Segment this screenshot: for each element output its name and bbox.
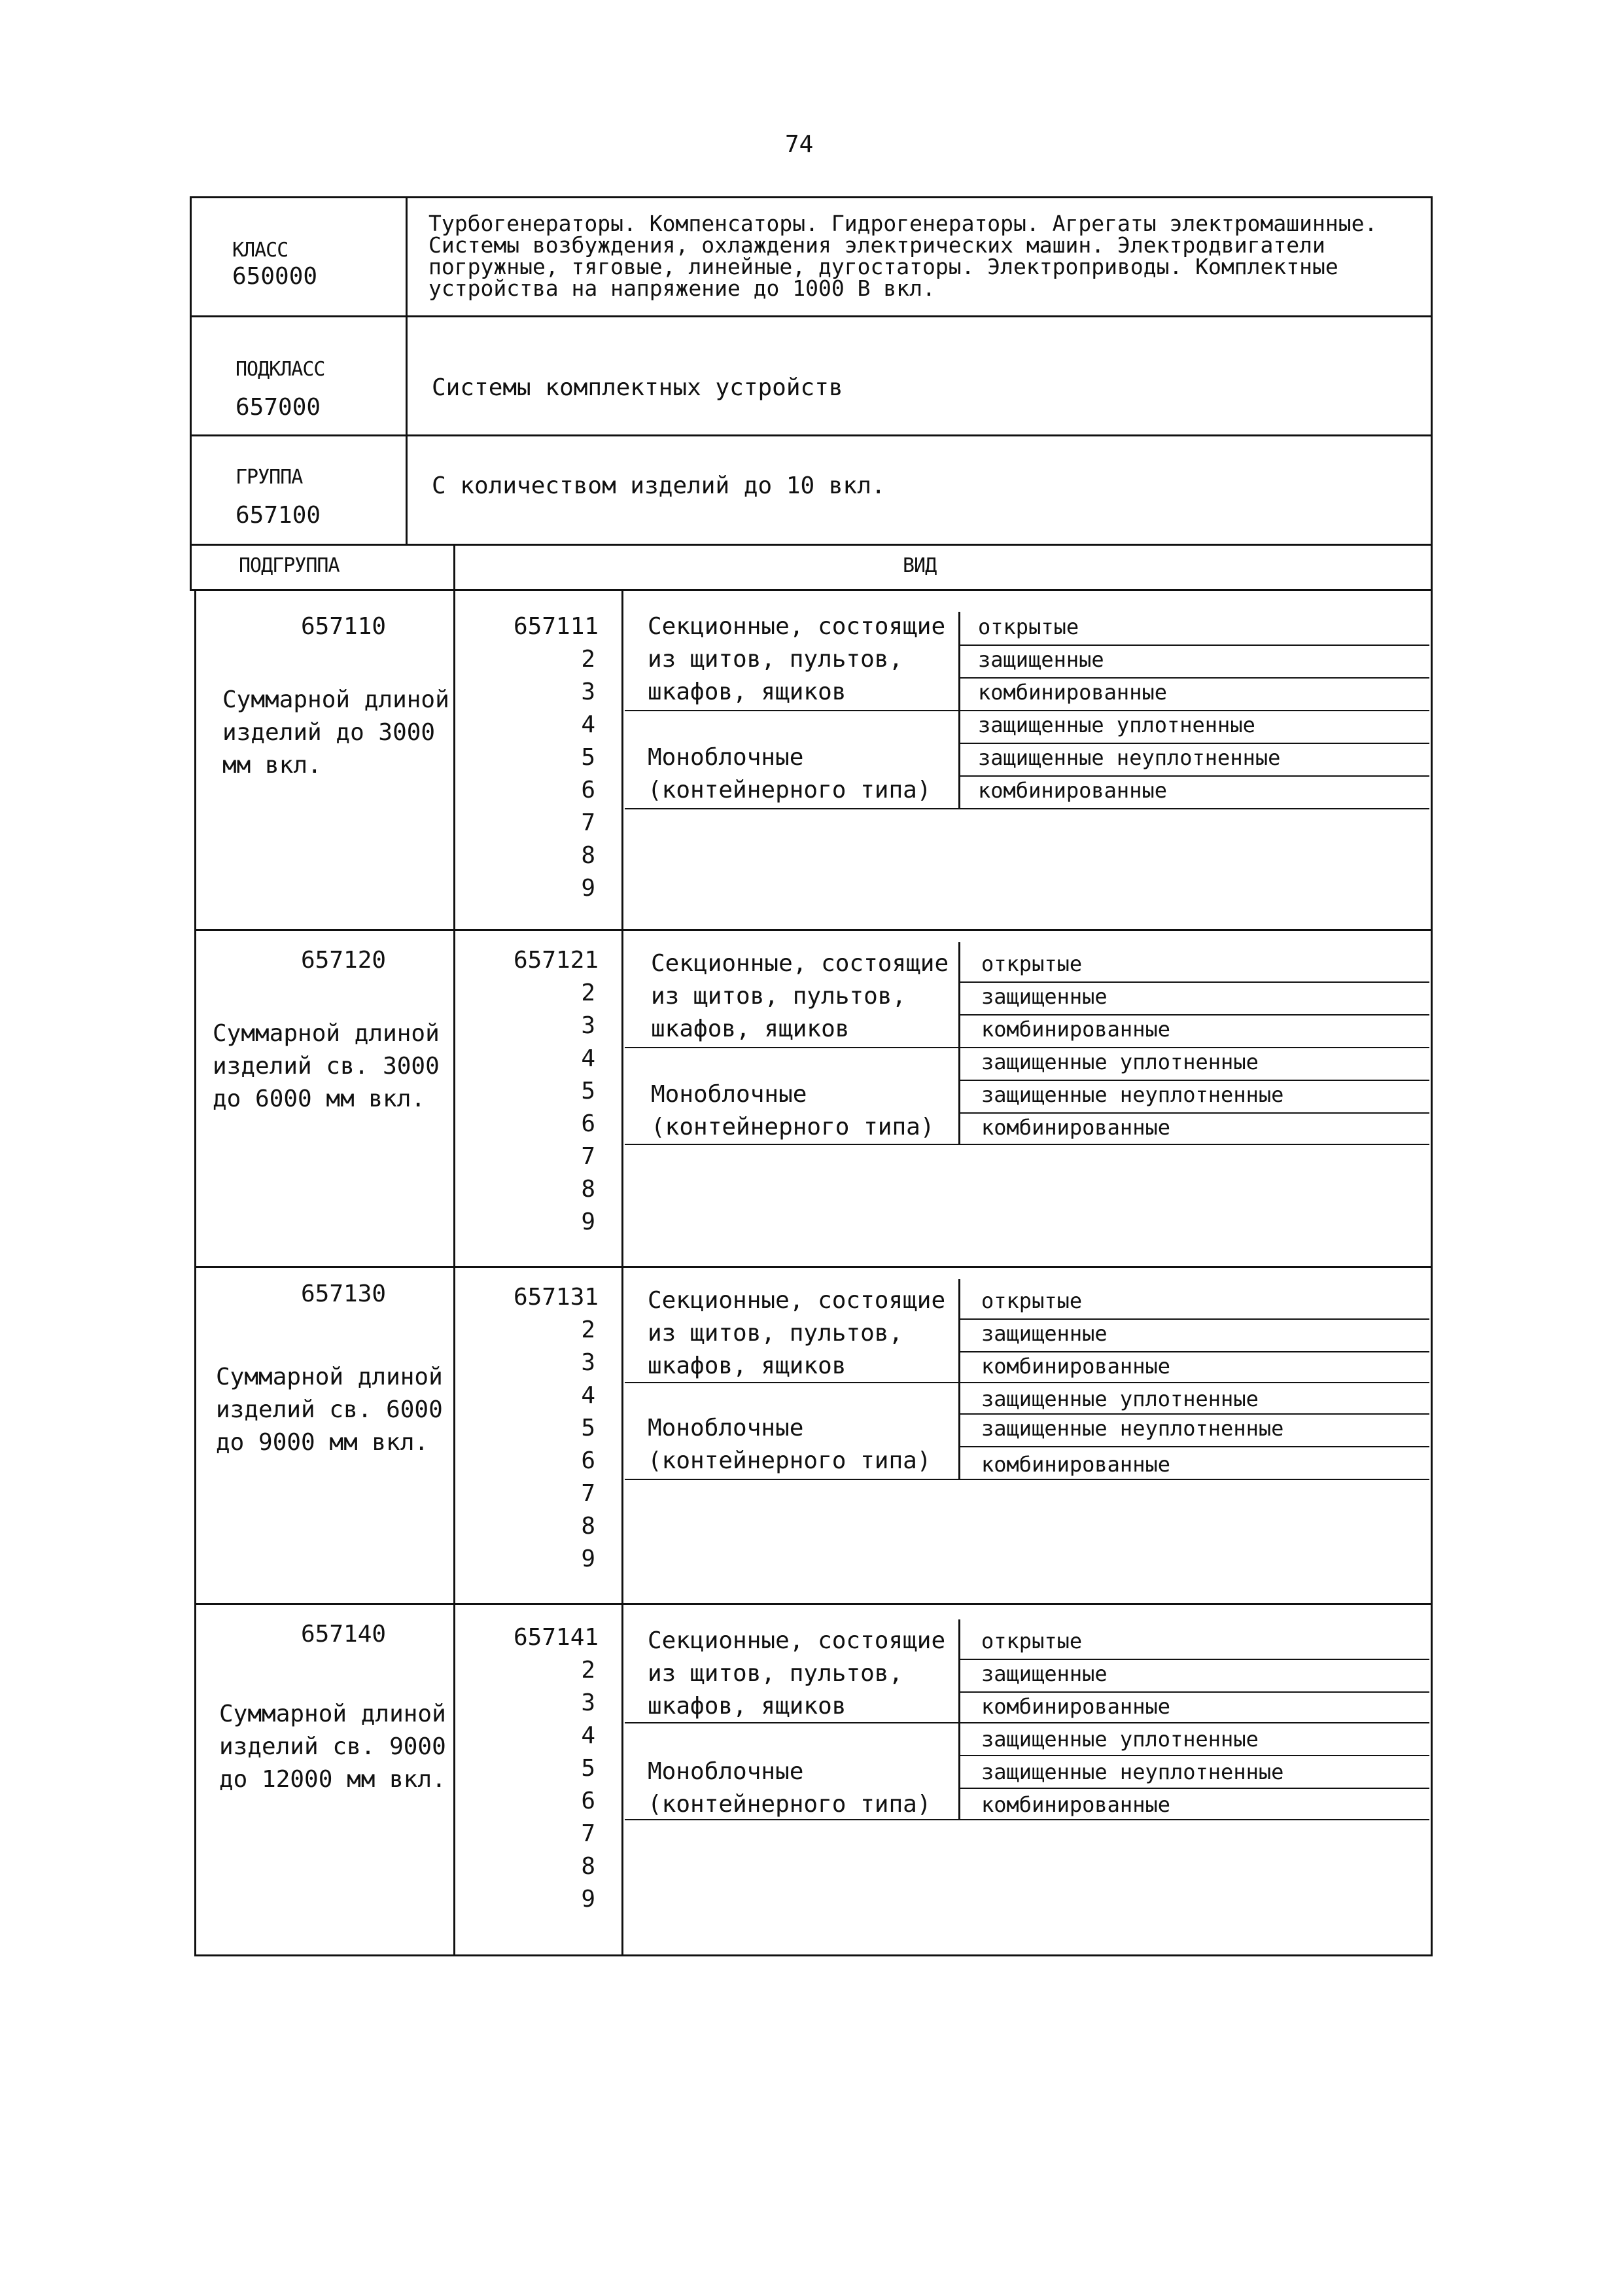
type-item: защищенные	[981, 1661, 1108, 1686]
type-rule	[625, 1382, 1429, 1383]
kind-digit: 8	[581, 842, 595, 869]
type-item: защищенные уплотненные	[981, 1727, 1259, 1752]
kind-digit: 8	[581, 1176, 595, 1203]
type-divider	[958, 1279, 960, 1479]
type-item: открытые	[981, 951, 1083, 976]
type-item: комбинированные	[981, 1694, 1170, 1719]
category-monoblock: Моноблочные	[648, 1758, 804, 1785]
group-label: ГРУППА	[236, 466, 303, 489]
type-rule	[958, 1755, 1429, 1756]
type-rule	[958, 1080, 1429, 1081]
kind-digit: 7	[581, 809, 595, 836]
type-item: защищенные	[981, 984, 1108, 1009]
kind-digit: 7	[581, 1820, 595, 1847]
kind-digit: 6	[581, 1110, 595, 1137]
group-code: 657100	[236, 502, 321, 529]
kind-digit: 2	[581, 1657, 595, 1684]
category-sectional-2: из щитов, пультов,	[648, 1320, 903, 1347]
type-rule	[958, 1659, 1429, 1660]
class-description: Турбогенераторы. Компенсаторы. Гидрогенераторы. Агрегаты электромашинные. Системы возбуждения, охлаждения электрических машин. Электродвигатели погружные, тяговые, линейные, дугостаторы. Электроприводы. Комплектные устройства на напряжение до 1000 В вкл.	[428, 211, 1378, 301]
type-rule	[625, 1819, 1429, 1820]
subgroup-separator	[194, 1603, 1433, 1605]
type-rule	[958, 743, 1429, 744]
table-right-border	[1431, 589, 1433, 1956]
type-rule	[958, 775, 1429, 777]
type-item: защищенные неуплотненные	[981, 1082, 1284, 1107]
class-divider	[406, 196, 408, 317]
page-number: 74	[785, 131, 814, 158]
subgroup-code: 657130	[301, 1280, 387, 1307]
type-rule	[958, 677, 1429, 679]
category-sectional: Секционные, состоящие	[648, 1287, 946, 1314]
category-sectional-2: из щитов, пультов,	[648, 1660, 903, 1687]
type-item: защищенные неуплотненные	[981, 1416, 1284, 1441]
type-rule	[958, 1446, 1429, 1447]
category-monoblock-2: (контейнерного типа)	[651, 1114, 935, 1140]
category-sectional-3: шкафов, ящиков	[648, 1693, 846, 1720]
kind-digit: 3	[581, 1012, 595, 1039]
category-monoblock-2: (контейнерного типа)	[648, 1447, 932, 1474]
category-monoblock: Моноблочные	[648, 1415, 804, 1441]
kind-digit: 8	[581, 1853, 595, 1880]
subgroup-name: Суммарной длиной изделий св. 3000 до 6000 мм вкл.	[213, 1020, 440, 1112]
type-rule	[958, 981, 1429, 983]
kind-first-code: 657111	[514, 613, 599, 640]
subgroup-separator	[194, 1266, 1433, 1268]
kind-digit: 6	[581, 1447, 595, 1474]
subgroup-name: Суммарной длиной изделий св. 9000 до 12000 мм вкл.	[219, 1701, 446, 1793]
type-item: защищенные	[978, 647, 1104, 672]
category-sectional-2: из щитов, пультов,	[648, 646, 903, 673]
type-rule	[958, 645, 1429, 646]
subgroup-code: 657140	[301, 1621, 387, 1648]
type-item: комбинированные	[981, 1017, 1170, 1042]
type-divider	[958, 1619, 960, 1819]
type-item: комбинированные	[978, 680, 1167, 705]
subclass-divider	[406, 315, 408, 436]
class-label: КЛАСС	[232, 239, 288, 262]
group-description: С количеством изделий до 10 вкл.	[432, 472, 886, 499]
category-sectional: Секционные, состоящие	[651, 950, 949, 977]
kind-first-code: 657121	[514, 947, 599, 974]
kind-digit: 9	[581, 1545, 595, 1572]
kind-digit: 2	[581, 1316, 595, 1343]
kind-digit: 4	[581, 1045, 595, 1072]
category-sectional-3: шкафов, ящиков	[648, 679, 846, 705]
kind-digit: 9	[581, 1209, 595, 1235]
category-sectional: Секционные, состоящие	[648, 613, 946, 640]
kind-digit: 3	[581, 1689, 595, 1716]
column-header-row	[190, 544, 1433, 591]
kind-digit: 5	[581, 1078, 595, 1104]
type-rule	[625, 1144, 1429, 1145]
type-rule	[625, 1722, 1429, 1723]
type-rule	[958, 1318, 1429, 1320]
class-code: 650000	[232, 263, 318, 290]
category-sectional-3: шкафов, ящиков	[648, 1352, 846, 1379]
kind-digit: 8	[581, 1513, 595, 1540]
kind-digit: 4	[581, 711, 595, 738]
kind-digit: 2	[581, 646, 595, 673]
table-col-divider-2	[621, 589, 623, 1956]
type-rule	[958, 1413, 1429, 1415]
kind-digit: 5	[581, 1755, 595, 1782]
kind-digit: 3	[581, 1349, 595, 1376]
type-rule	[625, 808, 1429, 809]
type-rule	[958, 1788, 1429, 1789]
kind-digit: 7	[581, 1143, 595, 1170]
kind-digit: 6	[581, 777, 595, 804]
type-item: комбинированные	[978, 778, 1167, 803]
type-item: защищенные уплотненные	[981, 1386, 1259, 1411]
type-item: защищенные неуплотненные	[978, 745, 1281, 770]
subgroup-name: Суммарной длиной изделий до 3000 мм вкл.	[222, 686, 449, 779]
subgroup-code: 657120	[301, 947, 387, 974]
category-monoblock-2: (контейнерного типа)	[648, 1791, 932, 1818]
group-divider	[406, 434, 408, 546]
type-rule	[958, 1014, 1429, 1016]
subclass-description: Системы комплектных устройств	[432, 374, 843, 401]
category-sectional-2: из щитов, пультов,	[651, 983, 907, 1010]
category-monoblock: Моноблочные	[648, 744, 804, 771]
kind-digit: 3	[581, 679, 595, 705]
kind-digit: 7	[581, 1480, 595, 1507]
column-kind-header: ВИД	[903, 554, 937, 577]
kind-digit: 5	[581, 1415, 595, 1441]
type-item: защищенные уплотненные	[981, 1050, 1259, 1074]
kind-first-code: 657131	[514, 1284, 599, 1311]
column-subgroup-header: ПОДГРУППА	[239, 554, 340, 577]
kind-digit: 4	[581, 1382, 595, 1409]
category-sectional: Секционные, состоящие	[648, 1627, 946, 1654]
type-rule	[958, 1112, 1429, 1114]
kind-digit: 4	[581, 1722, 595, 1749]
type-item: открытые	[981, 1629, 1083, 1653]
type-rule	[625, 710, 1429, 711]
kind-digit: 6	[581, 1788, 595, 1814]
subgroup-name: Суммарной длиной изделий св. 6000 до 9000 мм вкл.	[216, 1364, 443, 1456]
kind-digit: 9	[581, 875, 595, 902]
type-rule	[625, 1047, 1429, 1048]
type-item: защищенные уплотненные	[978, 713, 1255, 737]
subclass-code: 657000	[236, 394, 321, 421]
type-item: открытые	[981, 1288, 1083, 1313]
kind-digit: 5	[581, 744, 595, 771]
kind-digit: 9	[581, 1886, 595, 1913]
kind-digit: 2	[581, 980, 595, 1006]
subgroup-code: 657110	[301, 613, 387, 640]
type-divider	[958, 942, 960, 1145]
type-item: комбинированные	[981, 1792, 1170, 1817]
type-item: комбинированные	[981, 1115, 1170, 1140]
type-item: открытые	[978, 614, 1079, 639]
subclass-label: ПОДКЛАСС	[236, 358, 325, 381]
table-bottom-border	[194, 1954, 1433, 1956]
type-rule	[958, 1351, 1429, 1352]
table-left-border	[194, 589, 196, 1956]
type-item: защищенные	[981, 1321, 1108, 1346]
type-item: защищенные неуплотненные	[981, 1759, 1284, 1784]
category-monoblock: Моноблочные	[651, 1081, 807, 1108]
type-rule	[625, 1479, 1429, 1480]
subgroup-separator	[194, 929, 1433, 931]
type-item: комбинированные	[981, 1354, 1170, 1379]
kind-first-code: 657141	[514, 1624, 599, 1651]
type-rule	[958, 1691, 1429, 1693]
category-monoblock-2: (контейнерного типа)	[648, 777, 932, 804]
column-header-divider	[453, 544, 455, 591]
category-sectional-3: шкафов, ящиков	[651, 1016, 850, 1042]
type-item: комбинированные	[981, 1452, 1170, 1477]
